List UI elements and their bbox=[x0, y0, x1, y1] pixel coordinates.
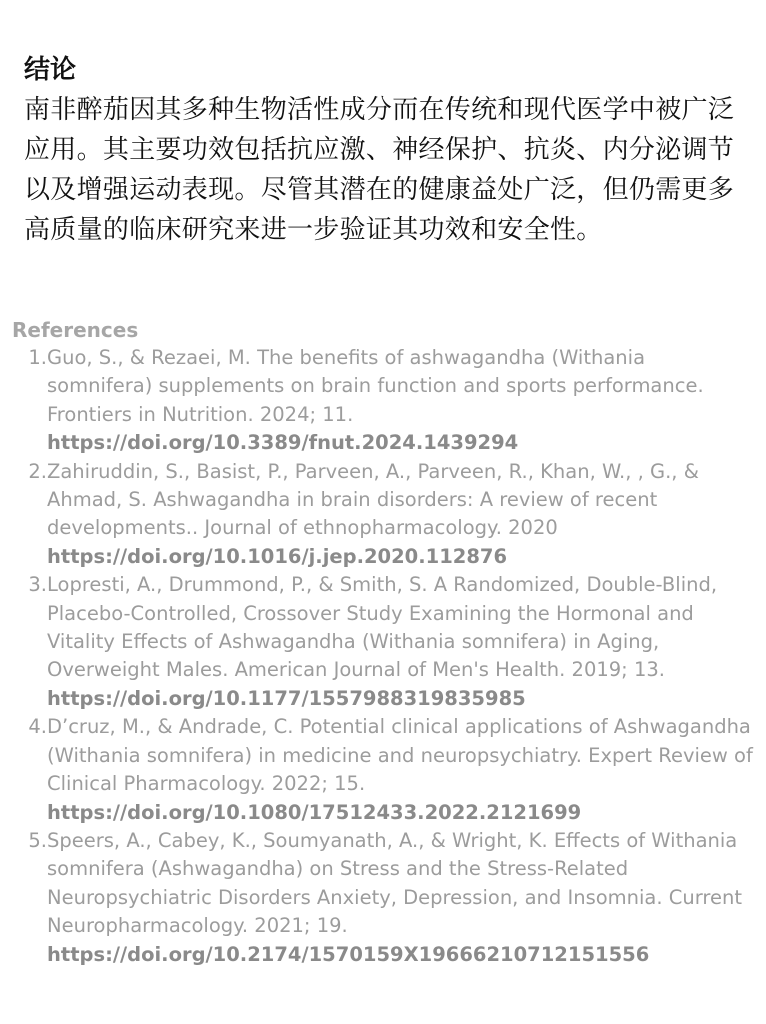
reference-number: 1. bbox=[28, 346, 47, 369]
reference-number: 3. bbox=[28, 573, 47, 597]
reference-doi-link[interactable]: https://doi.org/10.1177/1557988319835985 bbox=[47, 686, 526, 710]
reference-citation: Zahiruddin, S., Basist, P., Parveen, A., Parveen, R., Khan, W., , G., & Ahmad, S. Ashwagandha in brain disorders: A review of recent developments.. Journal of ethnopharmacology. 2020 bbox=[47, 459, 699, 540]
reference-citation: Lopresti, A., Drummond, P., & Smith, S. A Randomized, Double-Blind, Placebo-Controlled, Crossover Study Examining the Hormonal and Vitality Effects of Ashwagandha (Withania somnifera) in Aging, Overweight Males. American Journal of Men's Health. 2019; 13. bbox=[47, 573, 718, 682]
reference-body bbox=[47, 344, 754, 458]
reference-item bbox=[12, 571, 754, 713]
reference-doi-link[interactable]: https://doi.org/10.1080/17512433.2022.2121699 bbox=[47, 800, 582, 824]
reference-number: 5. bbox=[28, 828, 47, 852]
reference-doi-link[interactable]: https://doi.org/10.3389/fnut.2024.1439294 bbox=[47, 431, 519, 455]
conclusion-heading: 结论 bbox=[24, 55, 77, 85]
reference-item bbox=[12, 713, 754, 827]
reference-number: 2. bbox=[28, 459, 47, 483]
reference-citation: D’cruz, M., & Andrade, C. Potential clinical applications of Ashwagandha (Withania somnifera) in medicine and neuropsychiatry. Expert Review of Clinical Pharmacology. 2022; 15. bbox=[47, 715, 753, 796]
reference-body bbox=[47, 458, 754, 572]
reference-body bbox=[47, 571, 754, 713]
references-section bbox=[12, 316, 754, 969]
reference-item bbox=[12, 458, 754, 572]
reference-number: 4. bbox=[28, 715, 47, 739]
reference-body bbox=[47, 827, 754, 969]
reference-citation: Guo, S., & Rezaei, M. The benefits of ashwagandha (Withania somnifera) supplements on brain function and sports performance. Frontiers in Nutrition. 2024; 11. bbox=[47, 346, 704, 426]
reference-doi-link[interactable]: https://doi.org/10.1016/j.jep.2020.112876 bbox=[47, 544, 508, 568]
reference-item bbox=[12, 344, 754, 458]
reference-body bbox=[47, 713, 754, 827]
reference-item bbox=[12, 827, 754, 969]
reference-list bbox=[12, 344, 754, 969]
references-heading: References bbox=[12, 318, 139, 342]
conclusion-body: 南非醉茄因其多种生物活性成分而在传统和现代医学中被广泛应用。其主要功效包括抗应激、神经保护、抗炎、内分泌调节以及增强运动表现。尽管其潜在的健康益处广泛，但仍需更多高质量的临床研究来进一步验证其功效和安全性。 bbox=[24, 95, 735, 245]
reference-citation: Speers, A., Cabey, K., Soumyanath, A., & Wright, K. Effects of Withania somnifera (Ashwagandha) on Stress and the Stress-Related Neuropsychiatric Disorders Anxiety, Depression, and Insomnia. Current Neuropharmacology. 2021; 19. bbox=[47, 828, 743, 938]
reference-doi-link[interactable]: https://doi.org/10.2174/1570159X19666210712151556 bbox=[47, 942, 650, 966]
conclusion-section bbox=[24, 50, 750, 250]
